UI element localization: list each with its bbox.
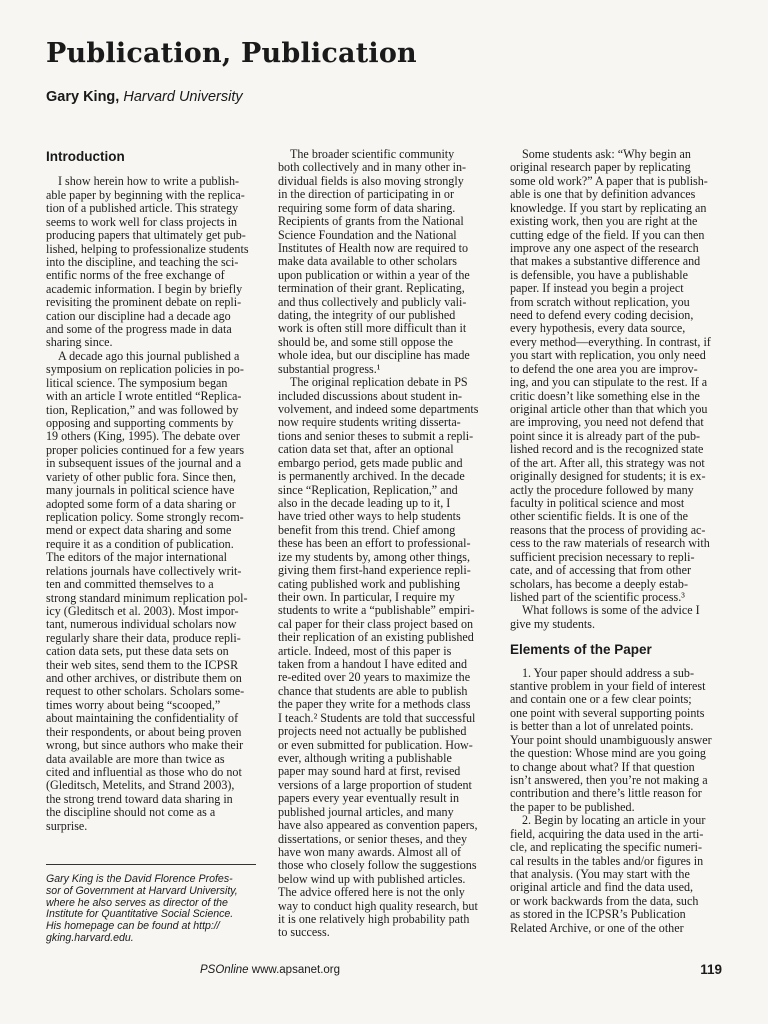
text-line: tion, Replication,” and was followed by (46, 402, 239, 417)
text-line: icy (Gleditsch et al. 2003). Most impor- (46, 603, 239, 618)
text-line: their respondents, or about being proven (46, 724, 242, 739)
text-line: lished, helping to professionalize students (46, 241, 249, 256)
text-line: projects need not actually be published (278, 724, 467, 739)
text-line: is better than a lot of unrelated points. (510, 719, 694, 734)
text-line: data available are more than twice as (46, 751, 225, 766)
text-line: included discussions about student in- (278, 388, 463, 403)
footer (200, 964, 340, 976)
text-line: able paper by beginning with the replica- (46, 187, 245, 202)
text-line: their web sites, send them to the ICPSR (46, 657, 239, 672)
text-line: gking.harvard.edu. (46, 931, 134, 944)
text-line: Institute for Quantitative Social Science. (46, 908, 234, 921)
column-3 (510, 148, 722, 935)
column-2-text (278, 148, 488, 940)
text-line: ize my students by, among other things, (278, 549, 471, 564)
text-line: ever, although writing a publishable (278, 750, 452, 765)
text-line: cate, and of accessing that from other (510, 563, 691, 578)
text-line: the strong trend toward data sharing in (46, 791, 233, 806)
text-line: re-edited over 20 years to maximize the (278, 670, 471, 685)
text-line: their replication of an existing published (278, 630, 474, 645)
text-line: it is one relatively high probability path (278, 912, 470, 927)
text-line: now require students writing disserta- (278, 415, 461, 430)
text-line: tions and senior theses to submit a repli- (278, 428, 474, 443)
text-line: The editors of the major international (46, 550, 228, 565)
text-line: substantial progress.¹ (278, 361, 381, 376)
text-line: where he also serves as director of the (46, 896, 228, 909)
text-line: cited and influential as those who do not (46, 764, 242, 779)
text-line: is permanently archived. In the decade (278, 469, 465, 484)
text-line: Your point should unambiguously answer (510, 732, 712, 747)
text-line: entific norms of the free exchange of (46, 268, 225, 283)
text-line: cal results in the tables and/or figures in (510, 853, 704, 868)
text-line: require it as a condition of publication. (46, 536, 234, 551)
text-line: wrong, but since authors who make their (46, 738, 244, 753)
text-line: cation data sets, put these data sets on (46, 644, 229, 659)
column-3-text-bottom (510, 667, 722, 935)
article-title: Publication, Publication (46, 38, 417, 69)
text-line: sufficient precision necessary to repli- (510, 549, 695, 564)
text-line: improve any one aspect of the research (510, 240, 699, 255)
text-line: 2. Begin by locating an article in your (522, 813, 706, 828)
text-line: strong standard minimum replication pol- (46, 590, 248, 605)
text-line: or even submitted for publication. How- (278, 737, 473, 752)
text-line: His homepage can be found at http:// (46, 920, 220, 933)
text-line: is defensible, you have a publishable (510, 267, 688, 282)
text-line: actly the procedure followed by many (510, 482, 694, 497)
text-line: tant, numerous individual scholars now (46, 617, 237, 632)
text-line: in subsequent issues of the journal and a (46, 456, 242, 471)
text-line: litical science. The symposium began (46, 375, 228, 390)
text-line: chance that students are able to publish (278, 683, 468, 698)
text-line: Related Archive, or one of the other (510, 920, 684, 935)
text-line: lished record and is the recognized state (510, 442, 704, 457)
text-line: make data available to other scholars (278, 254, 457, 269)
text-line: cutting edge of the field. If you can then (510, 227, 705, 242)
text-line: way to conduct high quality research, but (278, 898, 478, 913)
text-line: termination of their grant. Replicating, (278, 281, 465, 296)
text-line: giving them first-hand experience repli- (278, 563, 471, 578)
text-line: relations journals have collectively writ- (46, 563, 242, 578)
text-line: able is one that by definition advances (510, 187, 696, 202)
page-number: 119 (700, 962, 722, 977)
text-line: both collectively and in many other in- (278, 160, 467, 175)
text-line: into the discipline, and teaching the sci- (46, 254, 239, 269)
text-line: other scientific fields. It is one of the (510, 509, 688, 524)
text-line: ten and committed themselves to a (46, 577, 214, 592)
column-2 (278, 148, 488, 940)
text-line: versions of a large proportion of student (278, 777, 472, 792)
text-line: cess to the raw materials of research with (510, 536, 710, 551)
text-line: from scratch without replication, you (510, 294, 690, 309)
text-line: have also appeared as convention papers, (278, 818, 478, 833)
text-line: (Gleditsch, Metelits, and Strand 2003), (46, 778, 235, 793)
text-line: upon publication or within a year of the (278, 267, 470, 282)
text-line: whole idea, but our discipline has made (278, 348, 470, 363)
text-line: and contain one or a few clear points; (510, 692, 692, 707)
text-line: point since it is already part of the pub- (510, 428, 701, 443)
text-line: to success. (278, 925, 330, 940)
text-line: need to defend every coding decision, (510, 308, 694, 323)
text-line: students to write a “publishable” empiri- (278, 603, 475, 618)
text-line: 19 others (King, 1995). The debate over (46, 429, 240, 444)
text-line: benefit from this trend. Chief among (278, 522, 456, 537)
text-line: article. Indeed, most of this paper is (278, 643, 452, 658)
text-line: cle, and replicating the specific numeri- (510, 840, 703, 855)
text-line: request to other scholars. Scholars some- (46, 684, 245, 699)
text-line: contribution and there’s little reason for (510, 786, 702, 801)
text-line: the paper they write for a methods class (278, 697, 471, 712)
text-line: have won many awards. Almost all of (278, 844, 462, 859)
text-line: some old work?” A paper that is publish- (510, 173, 708, 188)
text-line: of the art. After all, this strategy was not (510, 455, 705, 470)
text-line: I show herein how to write a publish- (58, 174, 240, 189)
text-line: stantive problem in your field of interest (510, 679, 706, 694)
text-line: the discipline should not come as a (46, 805, 216, 820)
text-line: about maintaining the confidentiality of (46, 711, 239, 726)
text-line: The broader scientific community (290, 147, 455, 161)
text-line: faculty in political science and most (510, 495, 685, 510)
text-line: Some students ask: “Why begin an (522, 147, 691, 161)
text-line: symposium on replication policies in po- (46, 362, 244, 377)
footer-url: www.apsanet.org (251, 964, 341, 976)
text-line: dividual fields is also moving strongly (278, 173, 464, 188)
column-1-text (46, 175, 258, 833)
section-heading-introduction: Introduction (46, 149, 125, 164)
text-line: in the direction of participating in or (278, 187, 454, 202)
text-line: these has been an effort to professional- (278, 536, 471, 551)
text-line: the question: Whose mind are you going (510, 746, 706, 761)
column-3-text-top (510, 148, 722, 631)
text-line: I teach.² Students are told that successful (278, 710, 476, 725)
text-line: academic information. I begin by briefly (46, 281, 243, 296)
text-line: to change about what? If that question (510, 759, 695, 774)
byline (46, 89, 243, 105)
text-line: opposing and supporting comments by (46, 416, 234, 431)
text-line: ing, and you can stipulate to the rest. If a (510, 375, 708, 390)
text-line: with an article I wrote entitled “Replica- (46, 389, 242, 404)
text-line: knowledge. If you start by replicating an (510, 200, 707, 215)
text-line: should be, and some still oppose the (278, 334, 454, 349)
text-line: sor of Government at Harvard University, (46, 884, 238, 897)
text-line: to defend the one area you are improv- (510, 361, 698, 376)
author-name: Gary King, (46, 89, 120, 105)
text-line: Gary King is the David Florence Profes- (46, 873, 233, 885)
text-line: the paper to be published. (510, 799, 635, 814)
text-line: sharing since. (46, 335, 113, 350)
text-line: one point with several supporting points (510, 705, 705, 720)
text-line: field, acquiring the data used in the arti- (510, 826, 704, 841)
text-line: original article and find the data used, (510, 880, 694, 895)
text-line: Science Foundation and the National (278, 227, 457, 242)
text-line: cation our discipline had a decade ago (46, 308, 231, 323)
text-line: paper. If instead you begin a project (510, 281, 684, 296)
text-line: their own. In particular, I require my (278, 589, 455, 604)
text-line: below wind up with published articles. (278, 871, 466, 886)
text-line: original article other than that which you (510, 402, 708, 417)
text-line: as stored in the ICPSR’s Publication (510, 907, 686, 922)
text-line: regularly share their data, produce repli- (46, 630, 241, 645)
text-line: replication policy. Some strongly recom- (46, 509, 244, 524)
text-line: or work backwards from the data, such (510, 893, 699, 908)
text-line: that analysis. (You may start with the (510, 866, 690, 881)
text-line: embargo period, gets made public and (278, 455, 463, 470)
author-affiliation: Harvard University (123, 89, 243, 105)
text-line: lished part of the scientific process.³ (510, 589, 685, 604)
section-heading-elements: Elements of the Paper (510, 642, 652, 658)
text-line: cating published work and publishing (278, 576, 461, 591)
text-line: dissertations, or senior theses, and they (278, 831, 468, 846)
text-line: scholars, has become a deeply estab- (510, 576, 688, 591)
text-line: many journals in political science have (46, 483, 235, 498)
text-line: paper may sound hard at first, revised (278, 764, 461, 779)
text-line: revisiting the prominent debate on repli- (46, 295, 242, 310)
text-line: critic doesn’t like something else in the (510, 388, 700, 403)
text-line: original research paper by replicating (510, 160, 691, 175)
text-line: volvement, and indeed some departments (278, 402, 479, 417)
text-line: every hypothesis, every data source, (510, 321, 686, 336)
text-line: those who closely follow the suggestions (278, 858, 477, 873)
text-line: published journal articles, and many (278, 804, 454, 819)
text-line: cal paper for their class project based on (278, 616, 474, 631)
text-line: and some of the progress made in data (46, 322, 232, 337)
text-line: reasons that the process of providing ac- (510, 522, 706, 537)
text-line: originally designed for students; it is ex- (510, 469, 706, 484)
text-line: and thus collectively and publicly vali- (278, 294, 467, 309)
footer-journal: PSOnline (200, 964, 249, 976)
text-line: give my students. (510, 616, 595, 631)
text-line: seems to work well for class projects in (46, 214, 238, 229)
text-line: since “Replication, Replication,” and (278, 482, 458, 497)
text-line: A decade ago this journal published a (58, 348, 240, 363)
text-line: Recipients of grants from the National (278, 214, 464, 229)
text-line: that makes a substantive difference and (510, 254, 701, 269)
text-line: What follows is some of the advice I (522, 603, 700, 618)
text-line: work is often still more difficult than it (278, 321, 467, 336)
text-line: adopted some form of a data sharing or (46, 496, 236, 511)
text-line: times worry about being “scooped,” (46, 697, 221, 712)
column-1 (46, 148, 258, 833)
text-line: isn’t answered, then you’re not making a (510, 772, 708, 787)
bio-divider (46, 864, 256, 865)
text-line: producing papers that ultimately get pub- (46, 228, 246, 243)
text-line: have tried other ways to help students (278, 509, 461, 524)
text-line: taken from a handout I have edited and (278, 657, 468, 672)
text-line: cation data set that, after an optional (278, 442, 454, 457)
text-line: Institutes of Health now are required to (278, 240, 469, 255)
text-line: papers every year eventually result in (278, 791, 459, 806)
text-line: tion of a published article. This strategy (46, 201, 239, 216)
text-line: The advice offered here is not the only (278, 885, 465, 900)
author-bio (46, 874, 258, 945)
text-line: are improving, you need not defend that (510, 415, 704, 430)
text-line: proper policies continued for a few years (46, 442, 245, 457)
text-line: variety of other public fora. Since then, (46, 469, 237, 484)
text-line: The original replication debate in PS (290, 375, 468, 390)
text-line: mend or expect data sharing and some (46, 523, 232, 538)
text-line: surprise. (46, 818, 88, 833)
text-line: 1. Your paper should address a sub- (522, 665, 694, 680)
text-line: existing work, then you are right at the (510, 214, 698, 229)
text-line: dating, the integrity of our published (278, 308, 456, 323)
text-line: every method—everything. In contrast, if (510, 334, 711, 349)
text-line: also in the decade leading up to it, I (278, 495, 451, 510)
text-line: requiring some form of data sharing. (278, 200, 456, 215)
text-line: and other archives, or distribute them on (46, 671, 242, 686)
text-line: you start with replication, you only need (510, 348, 706, 363)
